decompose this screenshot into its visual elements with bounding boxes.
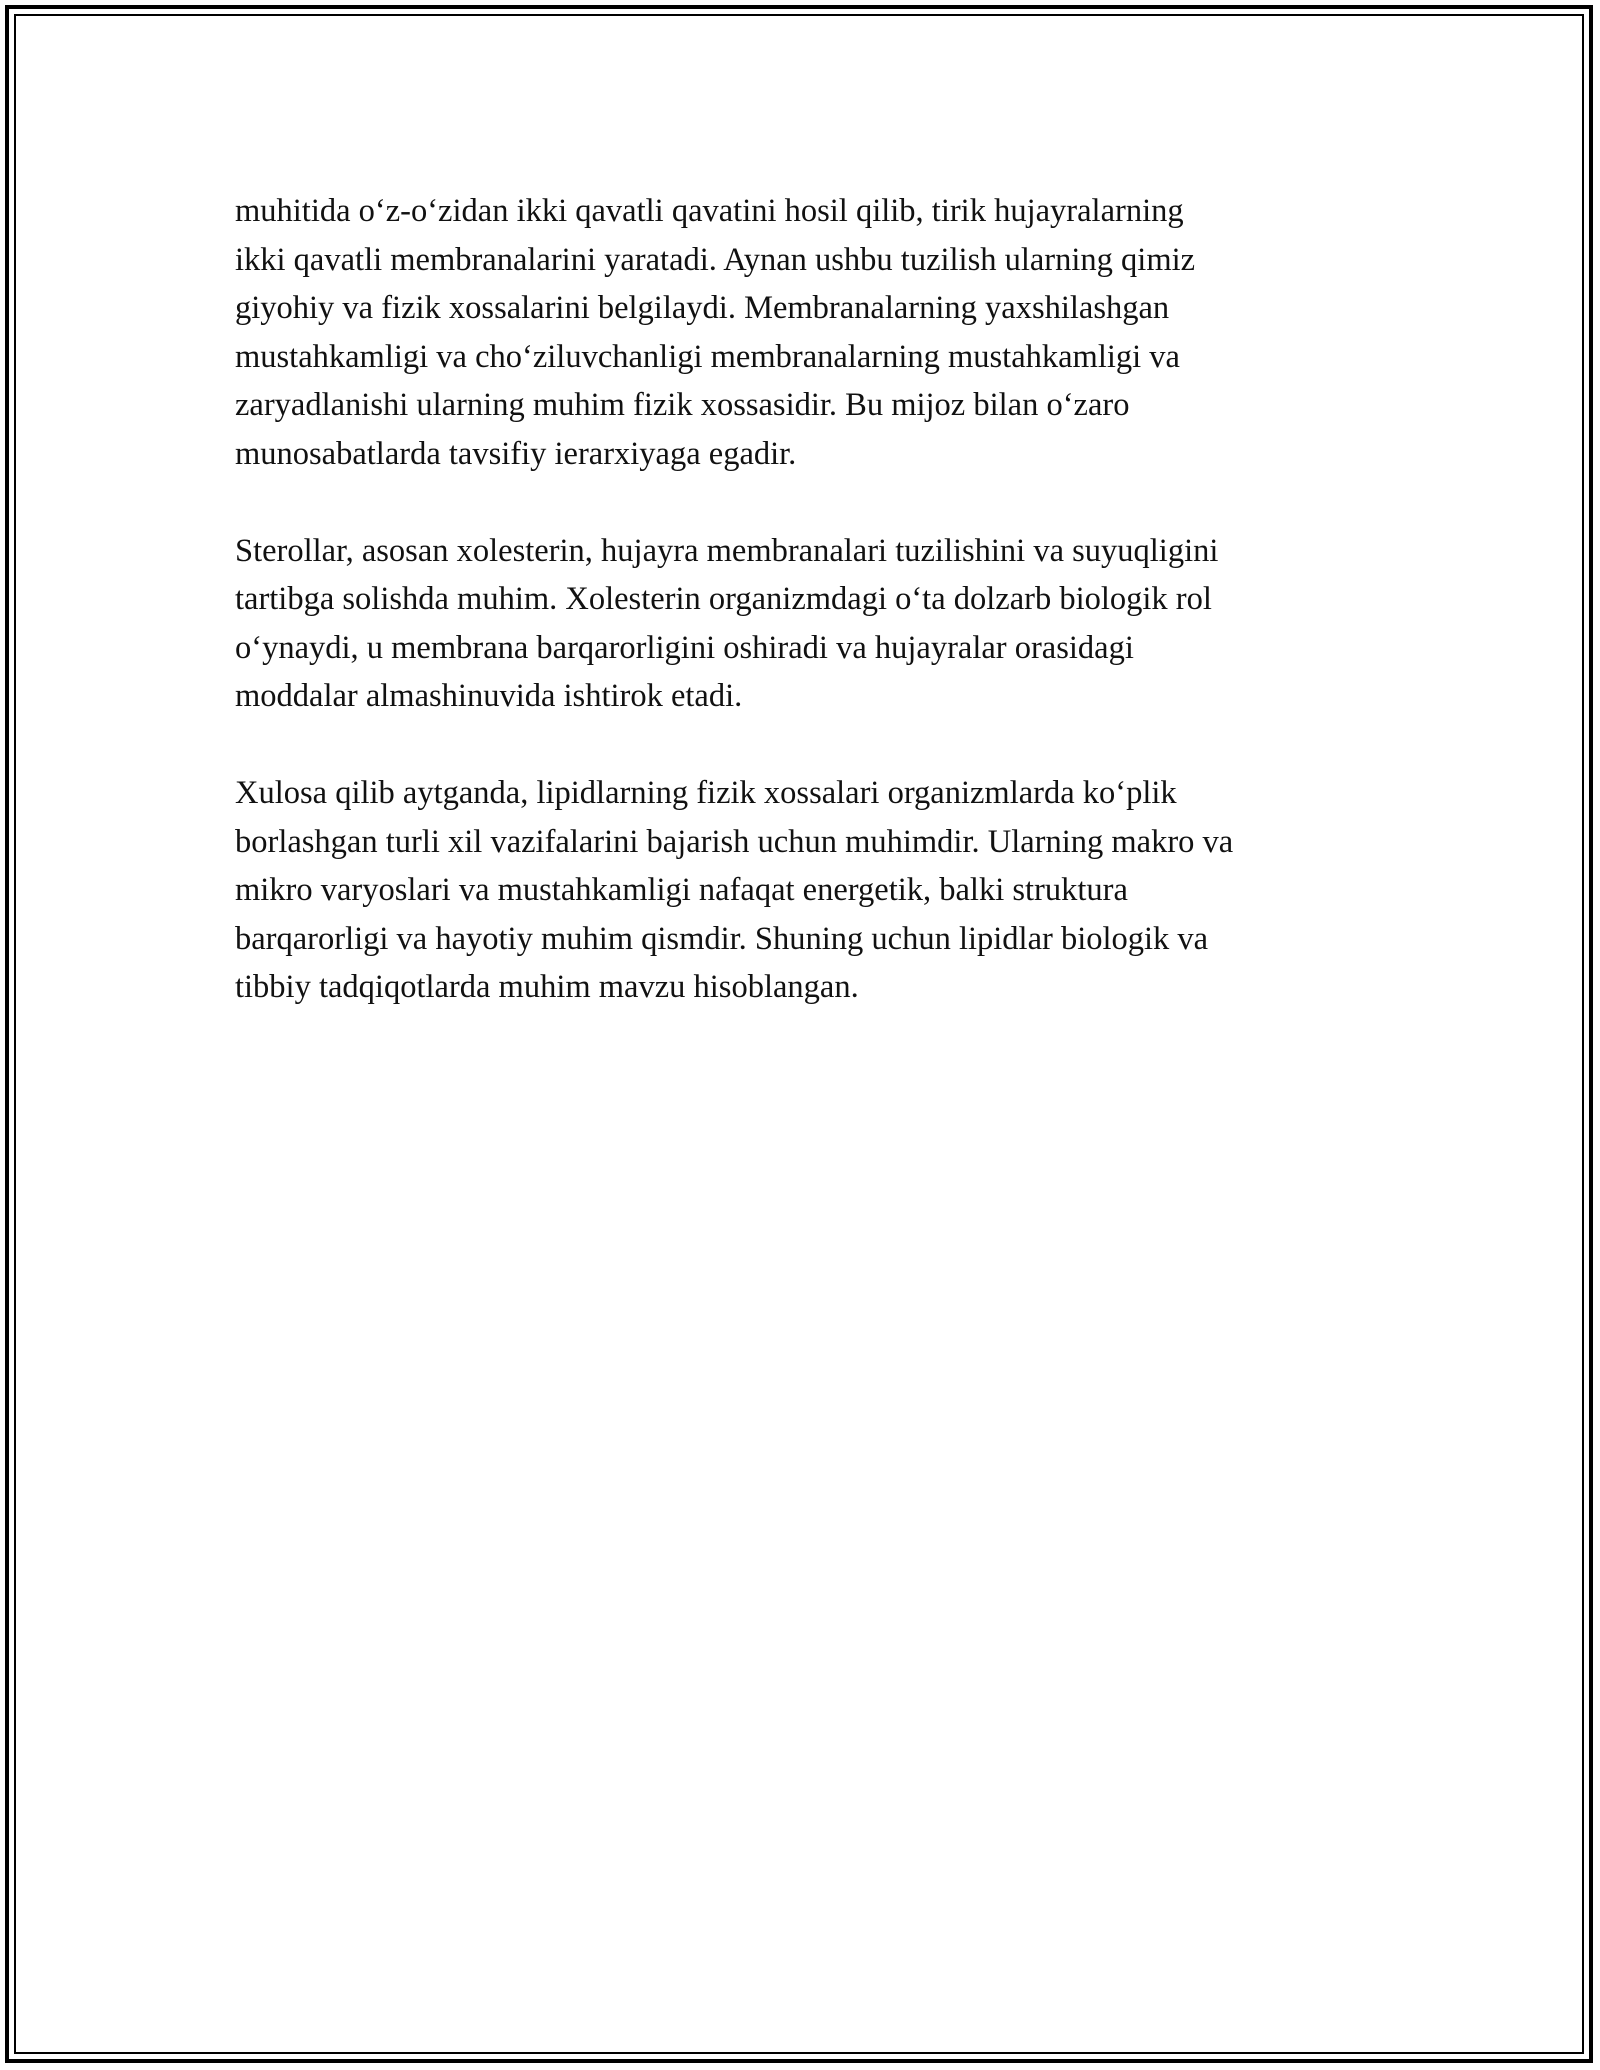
text-line: ikki qavatli membranalarini yaratadi. Aynan ushbu tuzilish ularning qimiz xyxy=(235,241,1196,278)
paragraph-membranes xyxy=(235,187,1375,478)
document-body xyxy=(235,187,1375,1060)
text-line: muhitida o‘z-o‘zidan ikki qavatli qavatini hosil qilib, tirik hujayralarning xyxy=(235,193,1184,229)
text-line: barqarorligi va hayotiy muhim qismdir. Shuning uchun lipidlar biologik va xyxy=(235,920,1209,957)
text-line: moddalar almashinuvida ishtirok etadi. xyxy=(235,678,743,714)
text-line: mikro varyoslari va mustahkamligi nafaqat energetik, balki struktura xyxy=(235,872,1128,908)
paragraph-conclusion xyxy=(235,769,1375,1012)
text-line: munosabatlarda tavsifiy ierarxiyaga egadir. xyxy=(235,435,797,472)
text-line: Xulosa qilib aytganda, lipidlarning fizik xossalari organizmlarda ko‘plik xyxy=(235,775,1177,811)
text-line: borlashgan turli xil vazifalarini bajarish uchun muhimdir. Ularning makro va xyxy=(235,823,1234,860)
text-line: tibbiy tadqiqotlarda muhim mavzu hisoblangan. xyxy=(235,969,859,1005)
text-line: mustahkamligi va cho‘ziluvchanligi membranalarning mustahkamligi va xyxy=(235,338,1180,375)
text-line: Sterollar, asosan xolesterin, hujayra membranalari tuzilishini va suyuqligini xyxy=(235,532,1219,569)
text-line: o‘ynaydi, u membrana barqarorligini oshiradi va hujayralar orasidagi xyxy=(235,629,1134,666)
text-line: tartibga solishda muhim. Xolesterin organizmdagi o‘ta dolzarb biologik rol xyxy=(235,581,1212,617)
text-line: giyohiy va fizik xossalarini belgilaydi. Membranalarning yaxshilashgan xyxy=(235,290,1170,326)
text-line: zaryadlanishi ularning muhim fizik xossasidir. Bu mijoz bilan o‘zaro xyxy=(235,387,1130,423)
paragraph-sterols xyxy=(235,527,1375,721)
